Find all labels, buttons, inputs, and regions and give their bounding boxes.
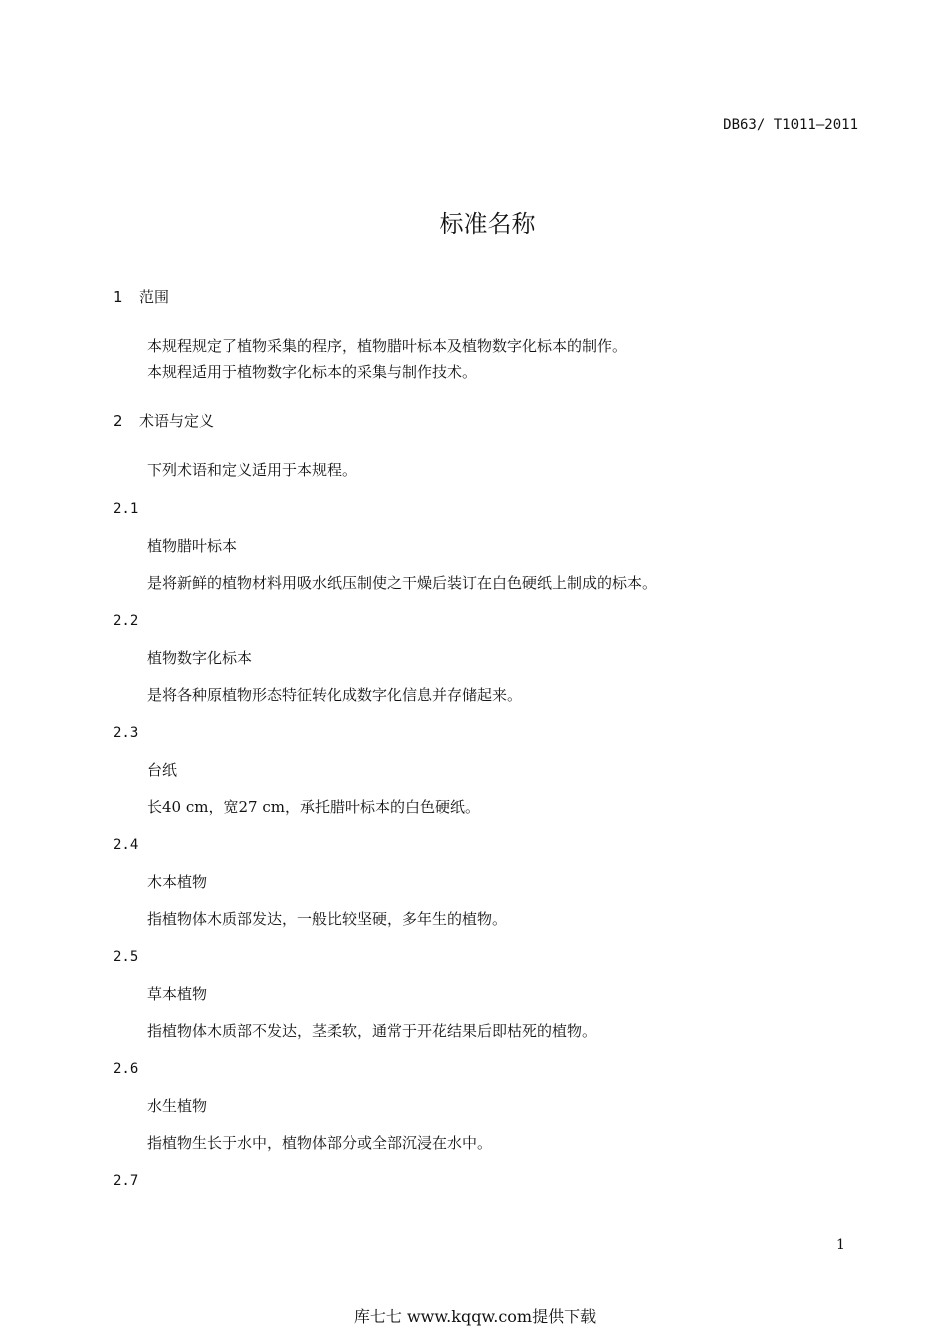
term-title: 草本植物 — [147, 985, 208, 1003]
section-heading — [113, 290, 169, 305]
section-title: 术语与定义 — [139, 412, 215, 430]
term-definition: 是将新鲜的植物材料用吸水纸压制使之干燥后装订在白色硬纸上制成的标本。 — [147, 574, 658, 592]
standard-code: DB63/ T1011—2011 — [723, 117, 858, 133]
term-title: 植物数字化标本 — [147, 649, 253, 667]
term-title: 台纸 — [147, 761, 178, 779]
term-number: 2.2 — [113, 613, 139, 629]
term-definition: 指植物生长于水中，植物体部分或全部沉浸在水中。 — [147, 1134, 493, 1152]
term-title: 木本植物 — [147, 873, 208, 891]
term-number: 2.5 — [113, 949, 139, 965]
term-number: 2.4 — [113, 837, 139, 853]
paragraph: 本规程规定了植物采集的程序，植物腊叶标本及植物数字化标本的制作。 — [147, 337, 628, 355]
term-number: 2.1 — [113, 501, 139, 517]
term-definition: 长40 cm，宽27 cm，承托腊叶标本的白色硬纸。 — [147, 798, 480, 816]
term-title: 植物腊叶标本 — [147, 537, 238, 555]
term-definition: 是将各种原植物形态特征转化成数字化信息并存储起来。 — [147, 686, 523, 704]
section-number: 1 — [113, 288, 123, 306]
section-number: 2 — [113, 412, 123, 430]
term-number: 2.7 — [113, 1173, 139, 1189]
page-number: 1 — [836, 1237, 845, 1253]
term-definition: 指植物体木质部发达，一般比较坚硬，多年生的植物。 — [147, 910, 508, 928]
paragraph: 下列术语和定义适用于本规程。 — [147, 461, 358, 479]
paragraph: 本规程适用于植物数字化标本的采集与制作技术。 — [147, 363, 478, 381]
page-title: 标准名称 — [439, 210, 536, 238]
section-title: 范围 — [139, 288, 170, 306]
section-heading — [113, 414, 214, 429]
footer-watermark: 库七七 www.kqqw.com提供下载 — [353, 1307, 597, 1326]
term-number: 2.3 — [113, 725, 139, 741]
term-definition: 指植物体木质部不发达，茎柔软，通常于开花结果后即枯死的植物。 — [147, 1022, 598, 1040]
term-number: 2.6 — [113, 1061, 139, 1077]
term-title: 水生植物 — [147, 1097, 208, 1115]
